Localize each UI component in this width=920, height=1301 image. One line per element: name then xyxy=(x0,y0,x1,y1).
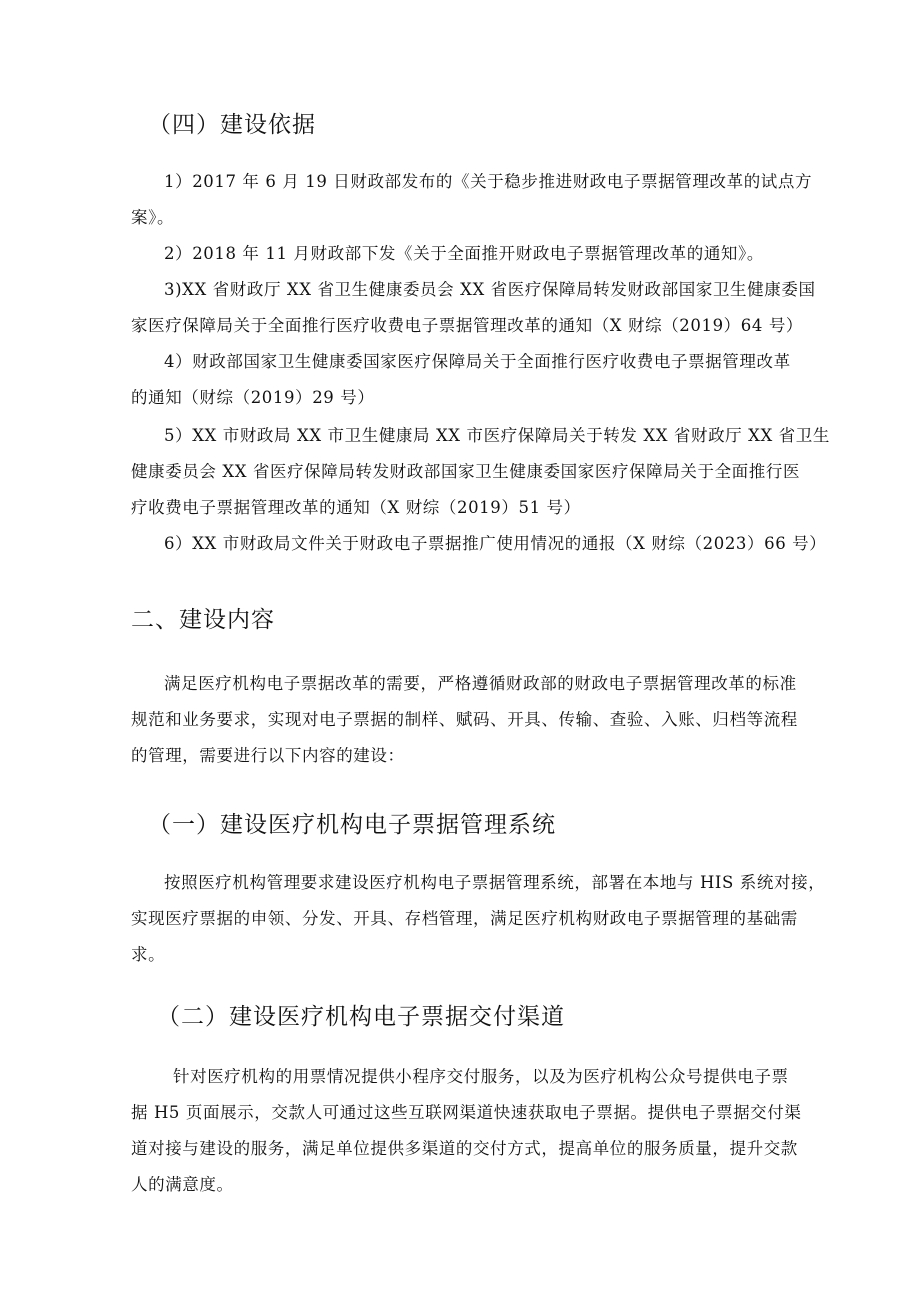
text-line: 按照医疗机构管理要求建设医疗机构电子票据管理系统，部署在本地与 HIS 系统对接， xyxy=(164,873,826,892)
section-heading: （四）建设依据 xyxy=(148,112,316,138)
text-line: 人的满意度。 xyxy=(131,1175,234,1194)
text-line: 6）XX 市财政局文件关于财政电子票据推广使用情况的通报（X 财综（2023）66 号） xyxy=(164,534,827,553)
text-line: 4）财政部国家卫生健康委国家医疗保障局关于全面推行医疗收费电子票据管理改革 xyxy=(164,352,791,371)
text-line: 规范和业务要求，实现对电子票据的制样、赋码、开具、传输、查验、入账、归档等流程 xyxy=(131,710,798,729)
text-line: 2）2018 年 11 月财政部下发《关于全面推开财政电子票据管理改革的通知》。 xyxy=(164,244,764,263)
text-line: 疗收费电子票据管理改革的通知（X 财综（2019）51 号） xyxy=(131,498,581,517)
text-line: 道对接与建设的服务，满足单位提供多渠道的交付方式，提高单位的服务质量，提升交款 xyxy=(131,1139,798,1158)
text-line: 针对医疗机构的用票情况提供小程序交付服务，以及为医疗机构公众号提供电子票 xyxy=(173,1067,789,1086)
text-line: 1）2017 年 6 月 19 日财政部发布的《关于稳步推进财政电子票据管理改革的试点方 xyxy=(164,172,813,191)
text-line: 的管理，需要进行以下内容的建设： xyxy=(131,746,405,765)
subsection-heading: （二）建设医疗机构电子票据交付渠道 xyxy=(157,1004,565,1030)
text-line: 家医疗保障局关于全面推行医疗收费电子票据管理改革的通知（X 财综（2019）64 号） xyxy=(131,316,804,335)
text-line: 3)XX 省财政厅 XX 省卫生健康委员会 XX 省医疗保障局转发财政部国家卫生健康委国 xyxy=(164,280,816,299)
text-line: 案》。 xyxy=(131,208,175,227)
text-line: 健康委员会 XX 省医疗保障局转发财政部国家卫生健康委国家医疗保障局关于全面推行医 xyxy=(131,462,801,481)
text-line: 满足医疗机构电子票据改革的需要，严格遵循财政部的财政电子票据管理改革的标准 xyxy=(164,674,797,693)
text-line: 实现医疗票据的申领、分发、开具、存档管理，满足医疗机构财政电子票据管理的基础需 xyxy=(131,909,798,928)
text-line: 的通知（财综（2019）29 号） xyxy=(131,388,375,407)
text-line: 据 H5 页面展示，交款人可通过这些互联网渠道快速获取电子票据。提供电子票据交付渠 xyxy=(131,1103,802,1122)
text-line: 5）XX 市财政局 XX 市卫生健康局 XX 市医疗保障局关于转发 XX 省财政厅 XX 省卫生 xyxy=(164,426,830,445)
text-line: 求。 xyxy=(131,945,166,964)
chapter-heading: 二、建设内容 xyxy=(131,607,275,633)
subsection-heading: （一）建设医疗机构电子票据管理系统 xyxy=(148,812,556,838)
